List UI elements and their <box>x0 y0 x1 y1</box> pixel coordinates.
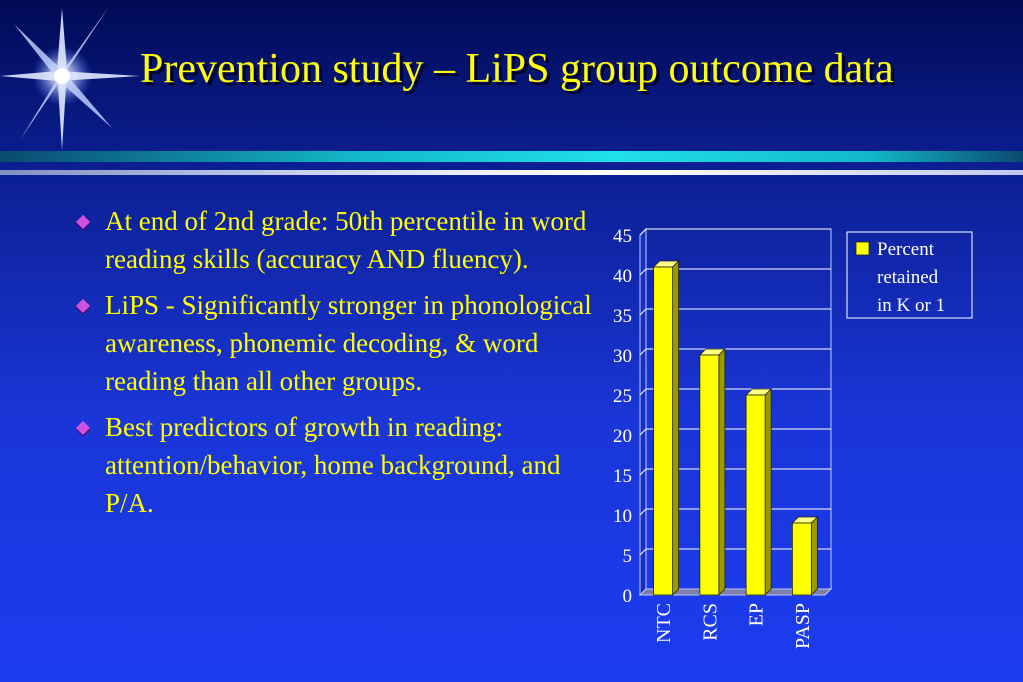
bar <box>746 395 765 595</box>
legend-label: retained <box>877 267 939 288</box>
bullet-list <box>72 202 592 530</box>
bar-chart <box>590 215 990 665</box>
bar <box>792 523 811 595</box>
x-tick-label: NTC <box>653 603 676 643</box>
bar <box>700 355 719 595</box>
bar <box>654 267 673 595</box>
bar-side <box>811 517 817 595</box>
y-tick-label: 0 <box>622 586 632 607</box>
y-tick-label: 20 <box>613 426 632 447</box>
x-tick-label: EP <box>745 603 768 627</box>
y-tick-label: 15 <box>613 466 632 487</box>
bullet-text: Best predictors of growth in reading: attention/behavior, home background, and P/A. <box>105 412 561 518</box>
plot-side-wall <box>640 229 646 595</box>
bar-side <box>673 261 679 595</box>
diamond-bullet-icon <box>76 421 90 435</box>
y-tick-label: 35 <box>613 306 632 327</box>
title-divider-light <box>0 170 1023 175</box>
legend-swatch <box>856 242 869 255</box>
x-tick-label: RCS <box>699 603 722 641</box>
y-tick-label: 5 <box>622 546 632 567</box>
diamond-bullet-icon <box>76 215 90 229</box>
y-tick-label: 30 <box>613 346 632 367</box>
legend-label: Percent <box>877 239 934 260</box>
bullet-text: At end of 2nd grade: 50th percentile in word reading skills (accuracy AND fluency). <box>105 206 587 274</box>
y-tick-label: 45 <box>613 226 632 247</box>
legend-label: in K or 1 <box>877 295 946 316</box>
bullet-item <box>72 286 592 400</box>
x-tick-label: PASP <box>791 603 814 649</box>
y-tick-label: 25 <box>613 386 632 407</box>
y-tick-label: 40 <box>613 266 632 287</box>
diamond-bullet-icon <box>76 299 90 313</box>
bullet-item <box>72 202 592 278</box>
star-burst-icon <box>0 0 140 150</box>
gridline <box>640 229 831 235</box>
y-tick-label: 10 <box>613 506 632 527</box>
bar-side <box>765 389 771 595</box>
title-divider-teal <box>0 151 1023 162</box>
bullet-text: LiPS - Significantly stronger in phonological awareness, phonemic decoding, & word reading than all other groups. <box>105 290 592 396</box>
bar-side <box>719 349 725 595</box>
bullet-item <box>72 408 592 522</box>
page-title: Prevention study – LiPS group outcome data <box>140 46 894 92</box>
